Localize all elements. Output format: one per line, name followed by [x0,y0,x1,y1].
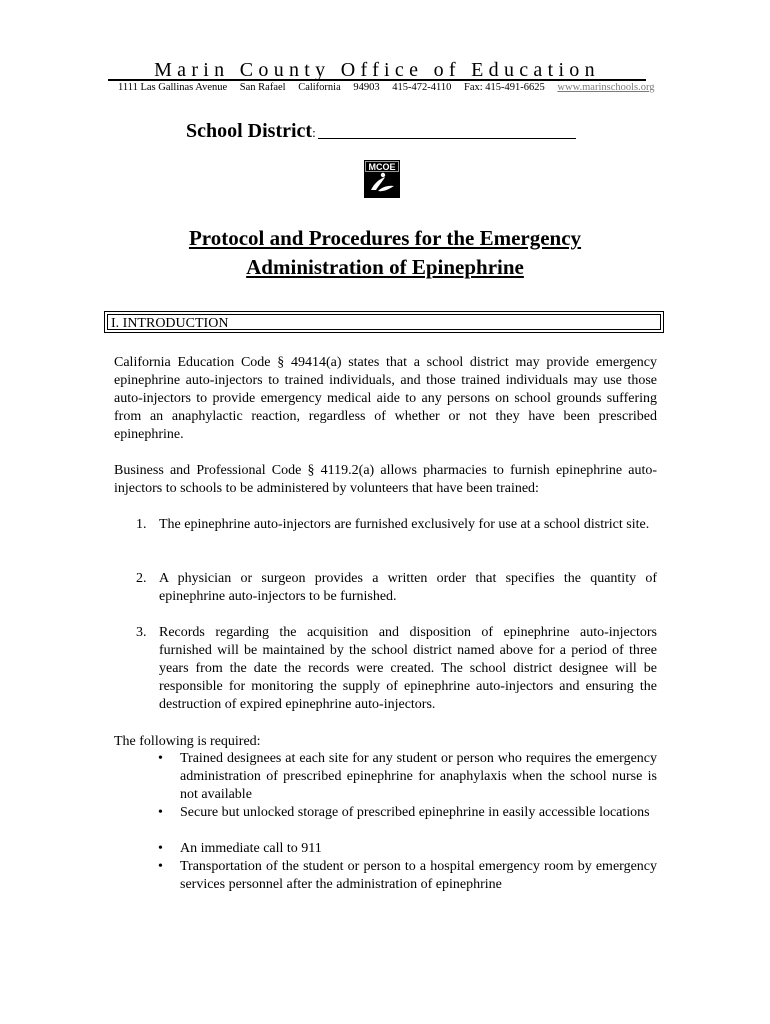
bullet-icon: • [158,751,163,766]
street-address: 1111 Las Gallinas Avenue [118,82,228,93]
school-district-colon: : [312,125,316,140]
organization-name: Marin County Office of Education [154,59,600,81]
bullet-icon: • [158,859,163,874]
organization-address [118,82,655,93]
document-title [100,224,670,282]
paragraph-education-code: California Education Code § 49414(a) states that a school district may provide emergency epinephrine auto-injectors to trained individuals, and those trained individuals may use those auto-injectors to provide emergency medical aide to any persons on school grounds suffering from an anaphylactic reaction, regardless of whether or not they have been prescribed epinephrine. [114,355,657,442]
list-item-number: 3. [136,625,147,640]
bullet-text: Transportation of the student or person to a hospital emergency room by emergency services personnel after the administration of epinephrine [180,859,657,892]
bullet-text: Secure but unlocked storage of prescribed epinephrine in easily accessible locations [180,805,650,820]
section-heading: I. INTRODUCTION [111,316,229,331]
fax-number: Fax: 415-491-6625 [464,82,545,93]
state: California [298,82,341,93]
title-line-1: Protocol and Procedures for the Emergency [188,226,582,250]
logo-text: MCOE [368,162,396,172]
header-divider [108,79,646,81]
title-line-2: Administration of Epinephrine [246,255,524,279]
bullet-icon: • [158,805,163,820]
list-item-text: A physician or surgeon provides a written order that specifies the quantity of epinephrine auto-injectors to be furnished. [159,571,657,604]
mcoe-logo-icon [364,160,400,198]
list-item-number: 2. [136,571,147,586]
section-heading-box [104,311,664,333]
school-district-text: School District [186,120,313,142]
list-item-number: 1. [136,517,147,532]
website-link[interactable]: www.marinschools.org [557,82,655,93]
requirements-intro: The following is required: [114,734,261,749]
paragraph-business-code: Business and Professional Code § 4119.2(a) allows pharmacies to furnish epinephrine auto-injectors to schools to be administered by volunteers that have been trained: [114,463,657,496]
bullet-text: Trained designees at each site for any student or person who requires the emergency administration of prescribed epinephrine for anaphylaxis when the school nurse is not available [180,751,657,802]
city: San Rafael [239,82,286,93]
list-item-text: Records regarding the acquisition and disposition of epinephrine auto-injectors furnished will be maintained by the school district named above for a period of three years from the date the records were created. The school district designee will be responsible for monitoring the supply of epinephrine auto-injectors and ensuring the destruction of expired epinephrine auto-injectors. [159,625,657,712]
school-district-blank-line[interactable] [318,138,576,139]
list-item-text: The epinephrine auto-injectors are furnished exclusively for use at a school district site. [159,517,650,532]
school-district-label [186,120,316,143]
phone-number: 415-472-4110 [392,82,452,93]
bullet-icon: • [158,841,163,856]
bullet-text: An immediate call to 911 [180,841,322,856]
zip-code: 94903 [353,82,380,93]
